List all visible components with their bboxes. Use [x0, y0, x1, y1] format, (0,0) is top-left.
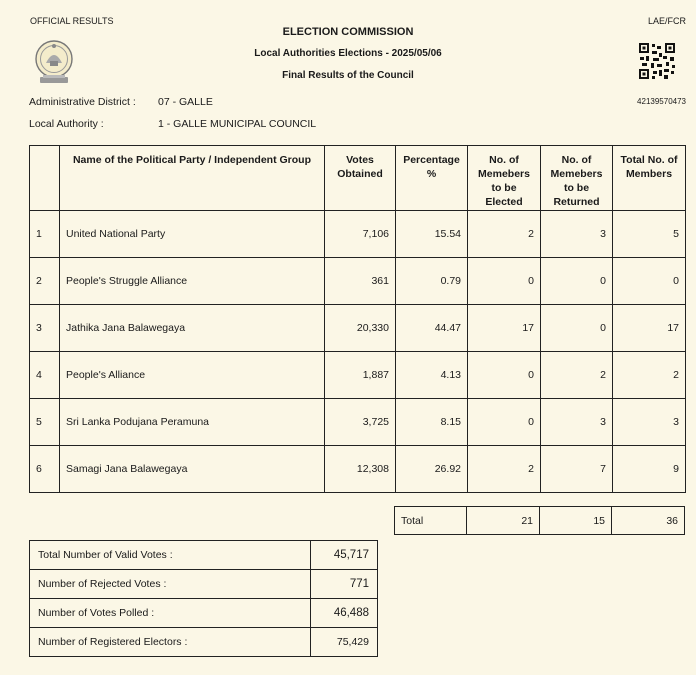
stats-row-registered — [30, 628, 378, 657]
results-table — [29, 145, 686, 493]
valid-votes-value: 45,717 — [311, 541, 378, 570]
stats-row-valid — [30, 541, 378, 570]
col-returned-header: No. of Memebers to be Returned — [541, 146, 613, 211]
table-row — [30, 258, 686, 305]
registered-electors-label: Number of Registered Electors : — [30, 628, 311, 657]
percentage-cell: 44.47 — [396, 305, 468, 352]
row-number: 6 — [30, 446, 60, 493]
votes-cell: 20,330 — [325, 305, 396, 352]
authority-value: 1 - GALLE MUNICIPAL COUNCIL — [158, 118, 317, 130]
returned-cell: 2 — [541, 352, 613, 399]
registered-electors-value: 75,429 — [311, 628, 378, 657]
totals-label: Total — [395, 507, 467, 535]
col-index-header — [30, 146, 60, 211]
elected-cell: 17 — [468, 305, 541, 352]
table-row — [30, 211, 686, 258]
totals-total: 36 — [612, 507, 685, 535]
returned-cell: 0 — [541, 258, 613, 305]
party-name: Jathika Jana Balawegaya — [60, 305, 325, 352]
votes-polled-label: Number of Votes Polled : — [30, 599, 311, 628]
document-id: 42139570473 — [637, 97, 686, 106]
total-cell: 17 — [613, 305, 686, 352]
table-row — [30, 399, 686, 446]
col-votes-header: Votes Obtained — [325, 146, 396, 211]
commission-title: ELECTION COMMISSION — [282, 26, 414, 38]
district-label: Administrative District : — [29, 96, 136, 108]
percentage-cell: 26.92 — [396, 446, 468, 493]
total-cell: 0 — [613, 258, 686, 305]
stats-row-polled — [30, 599, 378, 628]
percentage-cell: 8.15 — [396, 399, 468, 446]
table-row — [30, 305, 686, 352]
totals-table — [394, 506, 685, 535]
col-percentage-header: Percentage % — [396, 146, 468, 211]
official-results-label: OFFICIAL RESULTS — [30, 16, 114, 26]
col-total-header: Total No. of Members — [613, 146, 686, 211]
percentage-cell: 15.54 — [396, 211, 468, 258]
col-party-header: Name of the Political Party / Independent Group — [60, 146, 325, 211]
party-name: People's Struggle Alliance — [60, 258, 325, 305]
district-value: 07 - GALLE — [158, 96, 213, 108]
col-elected-header: No. of Memebers to be Elected — [468, 146, 541, 211]
party-name: Sri Lanka Podujana Peramuna — [60, 399, 325, 446]
votes-cell: 3,725 — [325, 399, 396, 446]
row-number: 3 — [30, 305, 60, 352]
votes-polled-value: 46,488 — [311, 599, 378, 628]
percentage-cell: 0.79 — [396, 258, 468, 305]
total-cell: 5 — [613, 211, 686, 258]
totals-returned: 15 — [540, 507, 612, 535]
total-cell: 2 — [613, 352, 686, 399]
valid-votes-label: Total Number of Valid Votes : — [30, 541, 311, 570]
votes-cell: 12,308 — [325, 446, 396, 493]
stats-row-rejected — [30, 570, 378, 599]
percentage-cell: 4.13 — [396, 352, 468, 399]
row-number: 2 — [30, 258, 60, 305]
votes-cell: 361 — [325, 258, 396, 305]
results-subtitle: Final Results of the Council — [282, 70, 414, 81]
elected-cell: 0 — [468, 258, 541, 305]
rejected-votes-value: 771 — [311, 570, 378, 599]
totals-elected: 21 — [467, 507, 540, 535]
vote-statistics-table — [29, 540, 378, 657]
total-cell: 3 — [613, 399, 686, 446]
row-number: 1 — [30, 211, 60, 258]
returned-cell: 7 — [541, 446, 613, 493]
party-name: United National Party — [60, 211, 325, 258]
totals-row — [395, 507, 685, 535]
returned-cell: 3 — [541, 211, 613, 258]
qr-code-icon — [639, 43, 675, 79]
table-row — [30, 352, 686, 399]
rejected-votes-label: Number of Rejected Votes : — [30, 570, 311, 599]
table-row — [30, 446, 686, 493]
row-number: 4 — [30, 352, 60, 399]
returned-cell: 0 — [541, 305, 613, 352]
party-name: People's Alliance — [60, 352, 325, 399]
elected-cell: 2 — [468, 446, 541, 493]
elected-cell: 2 — [468, 211, 541, 258]
party-name: Samagi Jana Balawegaya — [60, 446, 325, 493]
total-cell: 9 — [613, 446, 686, 493]
elected-cell: 0 — [468, 352, 541, 399]
elected-cell: 0 — [468, 399, 541, 446]
votes-cell: 7,106 — [325, 211, 396, 258]
row-number: 5 — [30, 399, 60, 446]
table-header-row — [30, 146, 686, 211]
returned-cell: 3 — [541, 399, 613, 446]
votes-cell: 1,887 — [325, 352, 396, 399]
authority-label: Local Authority : — [29, 118, 104, 130]
form-code: LAE/FCR — [647, 16, 686, 26]
election-title: Local Authorities Elections - 2025/05/06 — [254, 48, 442, 59]
